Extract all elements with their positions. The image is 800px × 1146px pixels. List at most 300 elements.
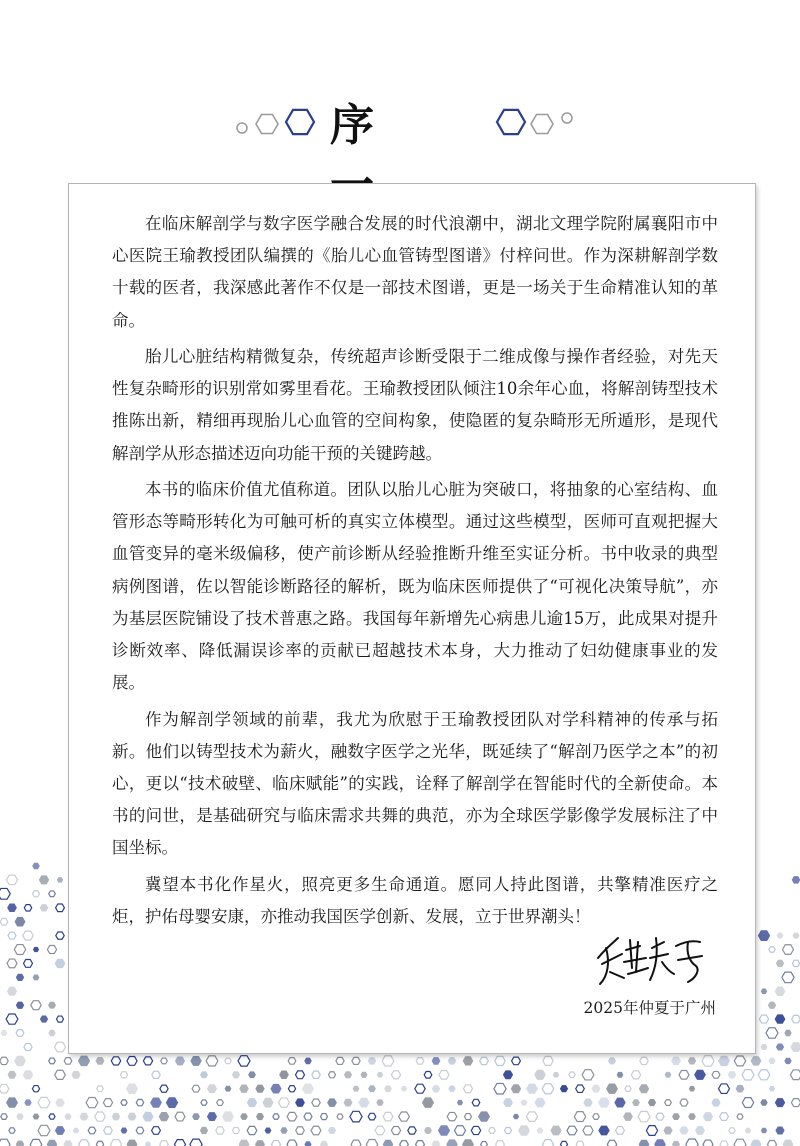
hexagon-mark bbox=[16, 1113, 23, 1119]
hexagon-mark bbox=[351, 1140, 361, 1146]
hexagon-mark bbox=[742, 1098, 753, 1108]
hexagon-mark bbox=[127, 1056, 137, 1065]
hexagon-mark bbox=[415, 1084, 425, 1093]
hexagon-mark bbox=[455, 1126, 466, 1136]
hexagon-mark bbox=[150, 1097, 162, 1107]
hexagon-mark bbox=[480, 1057, 489, 1064]
hexagon-mark bbox=[166, 1097, 178, 1108]
hexagon-mark bbox=[598, 1097, 610, 1107]
hexagon-mark bbox=[792, 876, 800, 883]
hexagon-mark bbox=[736, 1085, 745, 1093]
hexagon-mark bbox=[71, 1071, 80, 1079]
hexagon-mark bbox=[553, 1072, 560, 1078]
hexagon-mark bbox=[152, 1071, 160, 1078]
hexagon-mark bbox=[751, 1140, 762, 1146]
hexagon-mark bbox=[432, 1141, 441, 1146]
hexagon-mark bbox=[288, 1058, 296, 1065]
hexagon-mark bbox=[432, 1085, 440, 1092]
hexagon-mark bbox=[248, 1071, 256, 1078]
hexagon-mark bbox=[424, 1127, 432, 1134]
hexagon-mark bbox=[304, 1113, 312, 1120]
hexagon-mark bbox=[598, 1126, 609, 1136]
hexagon-mark bbox=[791, 1099, 800, 1107]
hexagon-mark bbox=[368, 1113, 376, 1120]
hexagon-mark bbox=[328, 1127, 336, 1134]
hexagon-mark bbox=[783, 1140, 794, 1146]
hexagon-mark bbox=[55, 1042, 66, 1052]
hexagon-mark bbox=[32, 863, 40, 870]
hexagon-mark bbox=[247, 1126, 257, 1134]
hexagon-mark bbox=[24, 905, 31, 911]
hexagon-mark bbox=[152, 1127, 161, 1135]
hexagon-mark bbox=[775, 1098, 785, 1107]
hexagon-mark bbox=[7, 959, 17, 968]
hexagon-mark bbox=[40, 1016, 48, 1023]
hexagon-mark bbox=[760, 1099, 767, 1105]
hexagon-mark bbox=[686, 1139, 698, 1146]
hexagon-mark bbox=[665, 1100, 672, 1106]
hexagon-mark bbox=[447, 1112, 457, 1120]
hexagon-mark bbox=[80, 1113, 89, 1121]
hexagon-mark bbox=[694, 1070, 706, 1080]
hexagon-mark bbox=[33, 974, 40, 980]
hexagon-mark bbox=[270, 1084, 281, 1094]
hexagon-mark bbox=[768, 1141, 777, 1146]
hexagon-mark bbox=[561, 1141, 568, 1146]
hexagon-mark bbox=[768, 1058, 775, 1064]
hexagon-mark bbox=[192, 1113, 200, 1120]
hexagon-mark bbox=[790, 1042, 800, 1052]
hexagon-mark bbox=[7, 904, 17, 912]
hexagon-mark bbox=[761, 989, 767, 995]
hexagon-mark bbox=[273, 1114, 279, 1119]
hexagon-mark bbox=[680, 1099, 688, 1106]
hexagon-mark bbox=[47, 946, 56, 954]
hexagon-mark bbox=[121, 1128, 128, 1134]
hexagon-mark bbox=[616, 1127, 625, 1135]
hexagon-mark bbox=[0, 888, 10, 899]
hexagon-mark bbox=[16, 1141, 25, 1146]
hexagon-mark bbox=[623, 1112, 633, 1120]
hexagon-mark bbox=[432, 1057, 441, 1065]
hexagon-mark bbox=[777, 933, 784, 939]
hexagon-mark bbox=[503, 1098, 513, 1107]
hexagon-mark bbox=[48, 1002, 56, 1009]
hexagon-mark bbox=[344, 1099, 353, 1107]
hexagon-mark bbox=[671, 1057, 681, 1065]
hexagon-mark bbox=[73, 1128, 79, 1134]
hexagon-mark bbox=[240, 1113, 248, 1120]
hexagon-mark bbox=[416, 1141, 425, 1146]
hexagon-mark bbox=[23, 931, 33, 940]
hexagon-mark bbox=[688, 1113, 696, 1120]
hexagon-mark bbox=[494, 1083, 506, 1094]
hexagon-mark bbox=[38, 1125, 50, 1135]
hexagon-mark bbox=[55, 1126, 65, 1135]
hexagon-mark bbox=[592, 1085, 601, 1093]
preface-body bbox=[112, 208, 718, 937]
hexagon-mark bbox=[534, 1070, 546, 1080]
hexagon-mark bbox=[646, 1126, 657, 1136]
hexagon-mark bbox=[1, 1030, 8, 1036]
hexagon-mark bbox=[457, 1100, 463, 1105]
hexagon-mark bbox=[640, 1057, 648, 1064]
hexagon-mark bbox=[78, 1056, 90, 1067]
hexagon-mark bbox=[329, 1072, 336, 1078]
hexagon-mark bbox=[217, 1100, 224, 1106]
hexagon-mark bbox=[792, 960, 799, 966]
hexagon-mark bbox=[472, 1099, 480, 1106]
hexagon-mark bbox=[55, 1098, 65, 1106]
hexagon-mark bbox=[783, 945, 794, 955]
hexagon-mark bbox=[422, 1097, 434, 1108]
hexagon-mark bbox=[511, 1084, 521, 1093]
hexagon-mark bbox=[606, 1084, 618, 1094]
hexagon-mark bbox=[103, 1099, 112, 1107]
hexagon-mark bbox=[543, 1140, 554, 1146]
hexagon-mark bbox=[448, 1057, 457, 1064]
hexagon-mark bbox=[720, 1141, 728, 1146]
hexagon-mark bbox=[112, 1113, 121, 1120]
hexagon-mark bbox=[49, 891, 56, 897]
hexagon-mark bbox=[57, 877, 63, 883]
hexagon-mark bbox=[255, 1140, 265, 1146]
hexagon-mark bbox=[439, 1070, 449, 1079]
hexagon-mark bbox=[145, 1142, 151, 1146]
hexagon-mark bbox=[336, 1057, 344, 1064]
hexagon-mark bbox=[719, 1084, 730, 1094]
hexagon-mark bbox=[63, 1140, 72, 1146]
hexagon-mark bbox=[672, 1141, 680, 1146]
hexagon-mark bbox=[104, 1127, 113, 1134]
hexagon-mark bbox=[745, 1128, 751, 1134]
hexagon-mark bbox=[526, 1084, 538, 1094]
hexagon-mark bbox=[337, 1114, 343, 1119]
hexagon-mark bbox=[400, 1141, 409, 1146]
hexagon-mark bbox=[6, 1014, 18, 1024]
hexagon-mark bbox=[495, 1056, 506, 1065]
hexagon-mark bbox=[478, 1111, 490, 1121]
hexagon-mark bbox=[583, 1126, 593, 1135]
hexagon-mark bbox=[737, 1114, 743, 1119]
hexagon-mark bbox=[262, 1098, 273, 1108]
hexagon-mark bbox=[784, 1030, 791, 1036]
hexagon-mark bbox=[161, 1058, 168, 1064]
hexagon-mark bbox=[758, 1070, 770, 1080]
hexagon-mark bbox=[175, 1140, 186, 1146]
hexagon-mark bbox=[471, 1126, 480, 1134]
hexagon-mark bbox=[96, 1057, 105, 1065]
hexagon-mark bbox=[23, 1070, 34, 1079]
hexagon-mark bbox=[631, 1071, 640, 1079]
hexagon-mark bbox=[239, 1085, 249, 1093]
hexagon-mark bbox=[391, 1071, 400, 1079]
hexagon-mark bbox=[608, 1057, 616, 1064]
hexagon-mark bbox=[408, 1127, 416, 1134]
hexagon-mark bbox=[232, 1071, 240, 1078]
hexagon-mark bbox=[127, 1140, 138, 1146]
hexagon-mark bbox=[377, 1072, 384, 1078]
hexagon-mark bbox=[288, 1086, 295, 1092]
hexagon-mark bbox=[761, 1128, 767, 1134]
hexagon-mark bbox=[192, 1085, 200, 1092]
hexagon-mark bbox=[383, 1112, 393, 1120]
hexagon-mark bbox=[768, 1002, 776, 1009]
hexagon-mark bbox=[40, 904, 49, 911]
hexagon-mark bbox=[128, 1113, 137, 1121]
hexagon-mark bbox=[793, 933, 800, 939]
hexagon-mark bbox=[734, 1056, 745, 1066]
hexagon-mark bbox=[729, 1128, 735, 1133]
hexagon-mark bbox=[79, 1140, 90, 1146]
hexagon-mark bbox=[143, 1057, 152, 1065]
hexagon-mark bbox=[120, 1072, 127, 1078]
hexagon-mark bbox=[160, 1085, 168, 1092]
hexagon-mark bbox=[712, 1071, 720, 1078]
hexagon-mark bbox=[279, 1098, 290, 1107]
hexagon-mark bbox=[759, 1015, 768, 1023]
paragraph: 本书的临床价值尤值称道。团队以胎儿心脏为突破口，将抽象的心室结构、血管形态等畸形转化为可触可析的真实立体模型。通过这些模型，医师可直观把握大血管变异的毫米级偏移，使产前诊断从经验推断升维至实证分析。书中收录的典型病例图谱，佐以智能诊断路径的解析，既为临床医师提供了“可视化决策导航”，亦为基层医院铺设了技术普惠之路。我国每年新增先心病患儿逾15万，此成果对提升诊断效率、降低漏误诊率的贡献已超越技术本身，大力推动了妇幼健康事业的发展。 bbox=[112, 480, 718, 693]
hexagon-mark bbox=[7, 875, 18, 885]
hexagon-mark bbox=[0, 1139, 10, 1146]
hexagon-mark bbox=[462, 1139, 474, 1146]
hexagon-mark bbox=[7, 987, 17, 996]
hexagon-mark bbox=[57, 1016, 64, 1022]
hexagon-mark bbox=[382, 1056, 394, 1066]
hexagon-mark bbox=[350, 1111, 362, 1122]
hexagon-mark bbox=[576, 1141, 584, 1146]
hexagon-mark bbox=[638, 1111, 650, 1121]
hexagon-mark bbox=[121, 1100, 127, 1105]
hexagon-mark bbox=[95, 1112, 106, 1121]
hexagon-mark bbox=[201, 1100, 207, 1105]
hexagon-mark bbox=[703, 1112, 713, 1121]
hexagon-mark bbox=[175, 1056, 185, 1065]
paragraph: 胎儿心脏结构精微复杂，传统超声诊断受限于二维成像与操作者经验，对先天性复杂畸形的识别常如雾里看花。王瑜教授团队倾注10余年心血，将解剖铸型技术推陈出新，精细再现胎儿心血管的空间构象，使隐匿的复杂畸形无所遁形，是现代解剖学从形态描述迈向功能干预的关键跨越。 bbox=[112, 347, 718, 463]
hexagon-mark bbox=[512, 1057, 521, 1065]
hexagon-mark bbox=[792, 1015, 800, 1022]
hexagon-mark bbox=[96, 1141, 103, 1146]
hexagon-mark bbox=[718, 1056, 730, 1066]
hexagon-mark bbox=[368, 1085, 376, 1092]
hexagon-mark bbox=[190, 1056, 201, 1066]
hexagon-mark bbox=[503, 1070, 513, 1079]
hexagon-mark bbox=[32, 1086, 39, 1092]
hexagon-mark bbox=[734, 1139, 746, 1146]
hexagon-mark bbox=[489, 1128, 496, 1134]
hexagon-mark bbox=[481, 1142, 488, 1146]
hexagon-mark bbox=[375, 1126, 385, 1134]
hexagon-mark bbox=[207, 1112, 217, 1121]
paragraph: 在临床解剖学与数字医学融合发展的时代浪潮中，湖北文理学院附属襄阳市中心医院王瑜教授团队编撰的《胎儿心血管铸型图谱》付梓问世。作为深耕解剖学数十载的医者，我深感此著作不仅是一部技术图谱，更是一场关于生命精准认知的革命。 bbox=[112, 214, 718, 330]
hexagon-mark bbox=[769, 947, 775, 953]
hexagon-mark bbox=[216, 1127, 224, 1134]
hexagon-mark bbox=[64, 1113, 71, 1119]
hexagon-mark bbox=[639, 1084, 649, 1093]
hexagon-mark bbox=[8, 1071, 17, 1079]
hexagon-mark bbox=[537, 1127, 544, 1133]
hexagon-mark bbox=[679, 1070, 689, 1079]
hexagon-mark bbox=[376, 1099, 383, 1105]
hexagon-mark bbox=[320, 1141, 328, 1146]
hexagon-mark bbox=[358, 1098, 369, 1108]
hexagon-mark bbox=[56, 932, 64, 939]
hexagon-mark bbox=[775, 987, 786, 996]
hexagon-mark bbox=[8, 932, 16, 939]
hexagon-mark bbox=[0, 918, 8, 925]
hexagon-mark bbox=[207, 1084, 217, 1093]
hexagon-mark bbox=[766, 1028, 778, 1038]
hexagon-mark bbox=[200, 1127, 208, 1134]
hexagon-mark bbox=[703, 1140, 713, 1146]
hexagon-mark bbox=[542, 1084, 554, 1094]
hexagon-mark bbox=[521, 1100, 528, 1106]
hexagon-mark bbox=[583, 1099, 592, 1107]
hexagon-mark bbox=[632, 1099, 640, 1106]
hexagon-mark bbox=[679, 1127, 688, 1135]
hexagon-mark bbox=[463, 1056, 474, 1065]
hexagon-mark bbox=[24, 1043, 32, 1050]
hexagon-mark bbox=[761, 1044, 768, 1050]
hexagon-mark bbox=[790, 1070, 800, 1080]
hexagon-mark bbox=[383, 1140, 394, 1146]
hexagon-mark bbox=[574, 1112, 585, 1122]
hexagon-mark bbox=[160, 1141, 169, 1146]
date-place-line: 2025年仲夏于广州 bbox=[583, 999, 716, 1017]
hexagon-mark bbox=[344, 1071, 352, 1078]
hexagon-mark bbox=[639, 1140, 650, 1146]
hexagon-mark bbox=[256, 1113, 264, 1120]
hexagon-mark bbox=[607, 1140, 616, 1146]
hexagon-mark bbox=[206, 1056, 218, 1066]
hexagon-mark bbox=[302, 1084, 314, 1094]
hexagon-mark bbox=[368, 1057, 377, 1064]
hexagon-mark bbox=[9, 1128, 15, 1133]
hexagon-mark bbox=[384, 1085, 392, 1092]
hexagon-mark bbox=[688, 1057, 696, 1064]
hexagon-mark bbox=[279, 1071, 289, 1079]
hexagon-mark bbox=[14, 945, 25, 955]
hexagon-mark bbox=[518, 1125, 530, 1135]
hexagon-mark bbox=[55, 1070, 66, 1079]
hexagon-mark bbox=[593, 1114, 599, 1120]
hexagon-mark bbox=[776, 1043, 784, 1050]
hexagon-mark bbox=[464, 1085, 473, 1093]
hexagon-mark bbox=[111, 1057, 120, 1065]
hexagon-mark bbox=[560, 1085, 568, 1092]
hexagon-mark bbox=[97, 1086, 104, 1092]
hexagon-mark bbox=[136, 1127, 144, 1134]
hexagon-mark bbox=[711, 1099, 720, 1107]
hexagon-mark bbox=[225, 1058, 231, 1064]
hexagon-mark bbox=[49, 1058, 56, 1064]
hexagon-mark bbox=[535, 1098, 546, 1108]
hexagon-mark bbox=[758, 930, 770, 941]
hexagon-mark bbox=[689, 1086, 695, 1092]
hexagon-mark bbox=[702, 1056, 714, 1067]
hexagon-mark bbox=[136, 1099, 143, 1105]
hexagon-mark bbox=[296, 1071, 305, 1079]
hexagon-mark bbox=[625, 1086, 631, 1091]
hexagon-mark bbox=[48, 1030, 55, 1036]
hexagon-mark bbox=[0, 1057, 8, 1064]
hexagon-mark bbox=[15, 917, 26, 927]
hexagon-mark bbox=[366, 1139, 377, 1146]
hexagon-mark bbox=[239, 1140, 250, 1146]
hexagon-mark bbox=[751, 1056, 762, 1065]
hexagon-mark bbox=[16, 974, 24, 981]
hexagon-mark bbox=[775, 1127, 784, 1135]
hexagon-mark bbox=[33, 891, 40, 897]
hexagon-mark bbox=[255, 1085, 264, 1093]
hexagon-mark bbox=[1, 1114, 7, 1120]
hexagon-mark bbox=[86, 1097, 98, 1107]
hexagon-mark bbox=[304, 1141, 311, 1146]
hexagon-mark bbox=[576, 1085, 585, 1092]
hexagon-mark bbox=[465, 1114, 472, 1120]
hexagon-mark bbox=[33, 1114, 40, 1120]
hexagon-mark bbox=[401, 1086, 407, 1091]
hexagon-mark bbox=[353, 1086, 360, 1092]
hexagon-mark bbox=[200, 1071, 208, 1078]
hexagon-mark bbox=[728, 1071, 737, 1078]
hexagon-mark bbox=[222, 1111, 234, 1121]
hexagon-mark bbox=[311, 1126, 321, 1134]
hexagon-mark bbox=[247, 1098, 257, 1107]
hexagon-mark bbox=[295, 1098, 305, 1106]
hexagon-mark bbox=[720, 1113, 729, 1121]
hexagon-mark bbox=[175, 1112, 185, 1121]
paragraph: 作为解剖学领域的前辈，我尤为欣慰于王瑜教授团队对学科精神的传承与拓新。他们以铸型技术为薪火，融数字医学之光华，既延续了“解剖乃医学之本”的初心，更以“技术破壁、临床赋能”的实践，诠释了解剖学在智能时代的全新使命。本书的问世，是基础研究与临床需求共舞的典范，亦为全球医学影像学发展标注了中国坐标。 bbox=[112, 709, 718, 858]
hexagon-mark bbox=[55, 959, 66, 968]
hexagon-mark bbox=[0, 1084, 9, 1092]
hexagon-mark bbox=[776, 960, 784, 967]
hexagon-mark bbox=[782, 972, 794, 983]
hexagon-mark bbox=[695, 1126, 705, 1135]
hexagon-mark bbox=[33, 947, 39, 952]
hexagon-mark bbox=[614, 1098, 625, 1108]
hexagon-mark bbox=[14, 1056, 26, 1066]
hexagon-mark bbox=[513, 1114, 519, 1119]
hexagon-mark bbox=[49, 1114, 55, 1119]
hexagon-mark bbox=[446, 1139, 458, 1146]
hexagon-mark bbox=[312, 1099, 320, 1106]
hexagon-mark bbox=[6, 1097, 18, 1107]
hexagon-mark bbox=[569, 1072, 575, 1078]
page-title: 序 bbox=[330, 100, 422, 151]
hexagon-mark bbox=[24, 1099, 31, 1105]
hexagon-mark bbox=[665, 1072, 672, 1078]
hexagon-mark bbox=[424, 1072, 432, 1079]
paragraph: 冀望本书化作星火，照亮更多生命通道。愿同人持此图谱，共擎精准医疗之炬，护佑母婴安康，亦推动我国医学创新、发展，立于世界潮头！ bbox=[112, 874, 718, 927]
hexagon-mark bbox=[16, 1002, 24, 1009]
hexagon-mark bbox=[361, 1072, 368, 1078]
hexagon-mark bbox=[321, 1114, 328, 1120]
hexagon-mark bbox=[654, 1139, 666, 1146]
hexagon-mark bbox=[550, 1126, 561, 1136]
hexagon-mark bbox=[672, 1113, 680, 1120]
hexagon-mark bbox=[47, 1140, 58, 1146]
hexagon-mark bbox=[582, 1070, 594, 1080]
hexagon-mark bbox=[296, 1127, 305, 1134]
hexagon-mark bbox=[16, 1030, 24, 1037]
hexagon-mark bbox=[24, 960, 33, 968]
hexagon-mark bbox=[496, 1141, 505, 1146]
hexagon-mark bbox=[39, 875, 49, 884]
hexagon-mark bbox=[233, 1127, 240, 1133]
hexagon-mark bbox=[648, 1099, 656, 1106]
hexagon-mark bbox=[111, 1140, 122, 1146]
